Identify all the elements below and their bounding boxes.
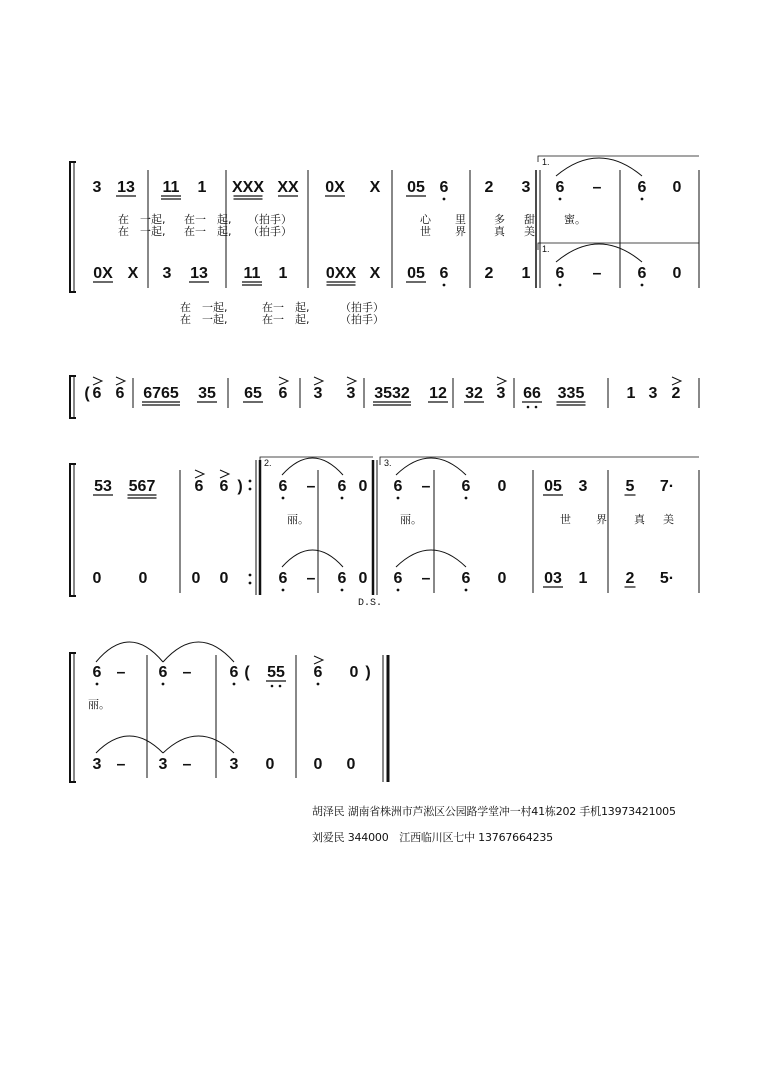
system-bracket	[70, 162, 76, 292]
lyric-text: 丽。	[400, 513, 422, 526]
note-token: 3	[162, 265, 172, 282]
note-token: 6	[219, 478, 229, 495]
note-token: 335	[557, 385, 585, 402]
note-token: 6	[92, 664, 102, 681]
octave-dot	[535, 406, 538, 409]
note-token: 0	[349, 664, 359, 681]
note-token: 05	[407, 265, 425, 282]
note-token: 6	[115, 385, 125, 402]
note-token: (	[84, 385, 90, 402]
system-bracket	[70, 376, 76, 418]
note-token: 0X	[93, 265, 113, 282]
octave-dot	[341, 497, 344, 500]
tie-arc	[163, 642, 234, 662]
note-token: X	[369, 179, 381, 196]
octave-dot	[465, 497, 468, 500]
lyric-text: 多	[494, 213, 505, 226]
lyric-text: 丽。	[287, 513, 309, 526]
note-token: 6	[461, 478, 471, 495]
note-token: 3	[92, 179, 102, 196]
accent-mark	[314, 377, 323, 385]
note-token: 3	[229, 756, 239, 773]
lyric-text: 真	[634, 513, 645, 526]
note-token: 13	[190, 265, 208, 282]
octave-dot	[341, 589, 344, 592]
note-token: 0	[191, 570, 201, 587]
lyric-text: （拍手）	[340, 313, 384, 326]
note-token: 1	[521, 265, 531, 282]
note-token: 3	[313, 385, 323, 402]
note-token: 0	[265, 756, 275, 773]
note-token: 0	[358, 570, 368, 587]
note-token: 0X	[325, 179, 345, 196]
note-token: 0	[219, 570, 229, 587]
note-token: 0	[313, 756, 323, 773]
lyric-text: 丽。	[88, 698, 110, 711]
note-token: 0	[497, 570, 507, 587]
note-token: 32	[465, 385, 483, 402]
octave-dot	[282, 589, 285, 592]
note-token: 5·	[659, 570, 675, 587]
note-token: 6	[158, 664, 168, 681]
note-token: 6	[194, 478, 204, 495]
octave-dot	[559, 198, 562, 201]
note-token: 11	[162, 179, 180, 196]
tie-arc	[396, 550, 466, 567]
lyric-text: 在 一起,	[180, 301, 228, 314]
lyric-text: 在 一起,	[118, 213, 166, 226]
note-token: 6	[461, 570, 471, 587]
tie-arc	[96, 736, 163, 753]
lyric-text: 美	[524, 225, 535, 238]
octave-dot	[233, 683, 236, 686]
tie-arc	[163, 736, 234, 753]
repeat-dot	[249, 582, 252, 585]
note-token: 6	[439, 179, 449, 196]
system-bracket	[70, 464, 76, 596]
note-token: –	[116, 664, 126, 681]
note-token: 6	[637, 265, 647, 282]
note-token: 7·	[659, 478, 675, 495]
note-token: 0	[358, 478, 368, 495]
note-token: 35	[198, 385, 216, 402]
note-token: 05	[407, 179, 425, 196]
accent-mark	[314, 656, 323, 664]
note-token: )	[365, 664, 371, 681]
octave-dot	[527, 406, 530, 409]
note-token: 6	[278, 478, 288, 495]
note-token: 0	[92, 570, 102, 587]
tie-arc	[556, 158, 642, 176]
note-token: –	[306, 478, 316, 495]
note-token: 05	[544, 478, 562, 495]
octave-dot	[162, 683, 165, 686]
lyric-text: 在一 起,	[262, 313, 310, 326]
note-token: 11	[243, 265, 261, 282]
note-token: 3	[346, 385, 356, 402]
note-token: 53	[94, 478, 112, 495]
note-token: –	[182, 664, 192, 681]
note-token: 6	[637, 179, 647, 196]
volta-number: 3.	[384, 458, 392, 468]
note-token: 6	[278, 570, 288, 587]
octave-dot	[271, 685, 274, 688]
note-token: 03	[544, 570, 562, 587]
note-token: 6	[278, 385, 288, 402]
volta-bracket	[538, 156, 699, 162]
accent-mark	[497, 377, 506, 385]
volta-number: 2.	[264, 458, 272, 468]
note-token: 3532	[374, 385, 410, 402]
note-token: 3	[578, 478, 588, 495]
accent-mark	[279, 377, 288, 385]
note-token: –	[182, 756, 192, 773]
volta-bracket	[538, 243, 699, 250]
note-token: 13	[117, 179, 135, 196]
accent-mark	[93, 377, 102, 385]
octave-dot	[443, 284, 446, 287]
accent-mark	[220, 470, 229, 478]
lyric-text: （拍手）	[248, 213, 292, 226]
note-token: 3	[521, 179, 531, 196]
lyric-text: 在 一起,	[180, 313, 228, 326]
note-token: 6	[337, 570, 347, 587]
tie-arc	[556, 244, 642, 262]
lyricist-credit: 刘爱民 344000 江西临川区七中 13767664235	[312, 831, 553, 844]
octave-dot	[443, 198, 446, 201]
note-token: 6	[393, 478, 403, 495]
note-token: 6	[555, 179, 565, 196]
octave-dot	[282, 497, 285, 500]
note-token: –	[116, 756, 126, 773]
note-token: 0	[346, 756, 356, 773]
octave-dot	[641, 284, 644, 287]
lyric-text: 世	[420, 225, 431, 238]
note-token: 3	[496, 385, 506, 402]
lyric-text: 世	[560, 513, 571, 526]
tie-arc	[96, 642, 163, 662]
lyric-text: （拍手）	[248, 225, 292, 238]
octave-dot	[641, 198, 644, 201]
volta-number: 1.	[542, 157, 550, 167]
note-token: X	[127, 265, 139, 282]
octave-dot	[397, 589, 400, 592]
note-token: –	[592, 265, 602, 282]
octave-dot	[465, 589, 468, 592]
repeat-dot	[249, 488, 252, 491]
note-token: X	[369, 265, 381, 282]
note-token: –	[592, 179, 602, 196]
note-token: 55	[267, 664, 285, 681]
note-token: XXX	[231, 179, 265, 196]
note-token: 1	[197, 179, 207, 196]
note-token: 12	[429, 385, 447, 402]
note-token: –	[421, 478, 431, 495]
note-token: 6	[555, 265, 565, 282]
octave-dot	[279, 685, 282, 688]
lyric-text: 在一 起,	[184, 225, 232, 238]
note-token: 65	[244, 385, 262, 402]
note-token: (	[244, 664, 250, 681]
lyric-text: （拍手）	[340, 301, 384, 314]
tie-arc	[282, 550, 343, 567]
lyric-text: 真	[494, 225, 505, 238]
note-token: 6	[313, 664, 323, 681]
note-token: 3	[92, 756, 102, 773]
lyric-text: 甜	[524, 213, 535, 226]
note-token: 0XX	[325, 265, 357, 282]
note-token: 6	[393, 570, 403, 587]
accent-mark	[195, 470, 204, 478]
volta-number: 1.	[542, 244, 550, 254]
repeat-dot	[249, 574, 252, 577]
note-token: –	[421, 570, 431, 587]
lyric-text: 在一 起,	[262, 301, 310, 314]
note-token: 6	[337, 478, 347, 495]
tie-arc	[282, 458, 343, 475]
note-token: 2	[625, 570, 635, 587]
note-token: 66	[523, 385, 541, 402]
note-token: 3	[648, 385, 658, 402]
note-token: 1	[278, 265, 288, 282]
lyric-text: 在一 起,	[184, 213, 232, 226]
accent-mark	[672, 377, 681, 385]
note-token: –	[306, 570, 316, 587]
lyric-text: 蜜。	[564, 213, 586, 226]
repeat-dot	[249, 480, 252, 483]
tie-arc	[396, 458, 466, 475]
composer-credit: 胡泽民 湖南省株洲市芦淞区公园路学堂冲一村41栋202 手机13973421005	[312, 805, 676, 818]
lyric-text: 界	[455, 225, 466, 238]
lyric-text: 界	[596, 513, 607, 526]
ds-marking: D.S.	[357, 598, 383, 609]
note-token: 6765	[143, 385, 179, 402]
accent-mark	[116, 377, 125, 385]
note-token: 5	[625, 478, 635, 495]
note-token: 1	[578, 570, 588, 587]
accent-mark	[347, 377, 356, 385]
lyric-text: 美	[663, 513, 674, 526]
note-token: 6	[92, 385, 102, 402]
note-token: 0	[497, 478, 507, 495]
note-token: XX	[277, 179, 299, 196]
system-bracket	[70, 653, 76, 782]
note-token: 6	[229, 664, 239, 681]
note-token: 0	[672, 179, 682, 196]
octave-dot	[317, 683, 320, 686]
lyric-text: 里	[455, 213, 466, 226]
lyric-text: 在 一起,	[118, 225, 166, 238]
note-token: 3	[158, 756, 168, 773]
note-token: 6	[439, 265, 449, 282]
lyric-text: 心	[420, 213, 431, 226]
note-token: 2	[484, 265, 494, 282]
note-token: )	[237, 478, 243, 495]
octave-dot	[397, 497, 400, 500]
note-token: 2	[484, 179, 494, 196]
note-token: 0	[672, 265, 682, 282]
octave-dot	[559, 284, 562, 287]
note-token: 567	[128, 478, 156, 495]
note-token: 1	[626, 385, 636, 402]
note-token: 2	[671, 385, 681, 402]
note-token: 0	[138, 570, 148, 587]
octave-dot	[96, 683, 99, 686]
